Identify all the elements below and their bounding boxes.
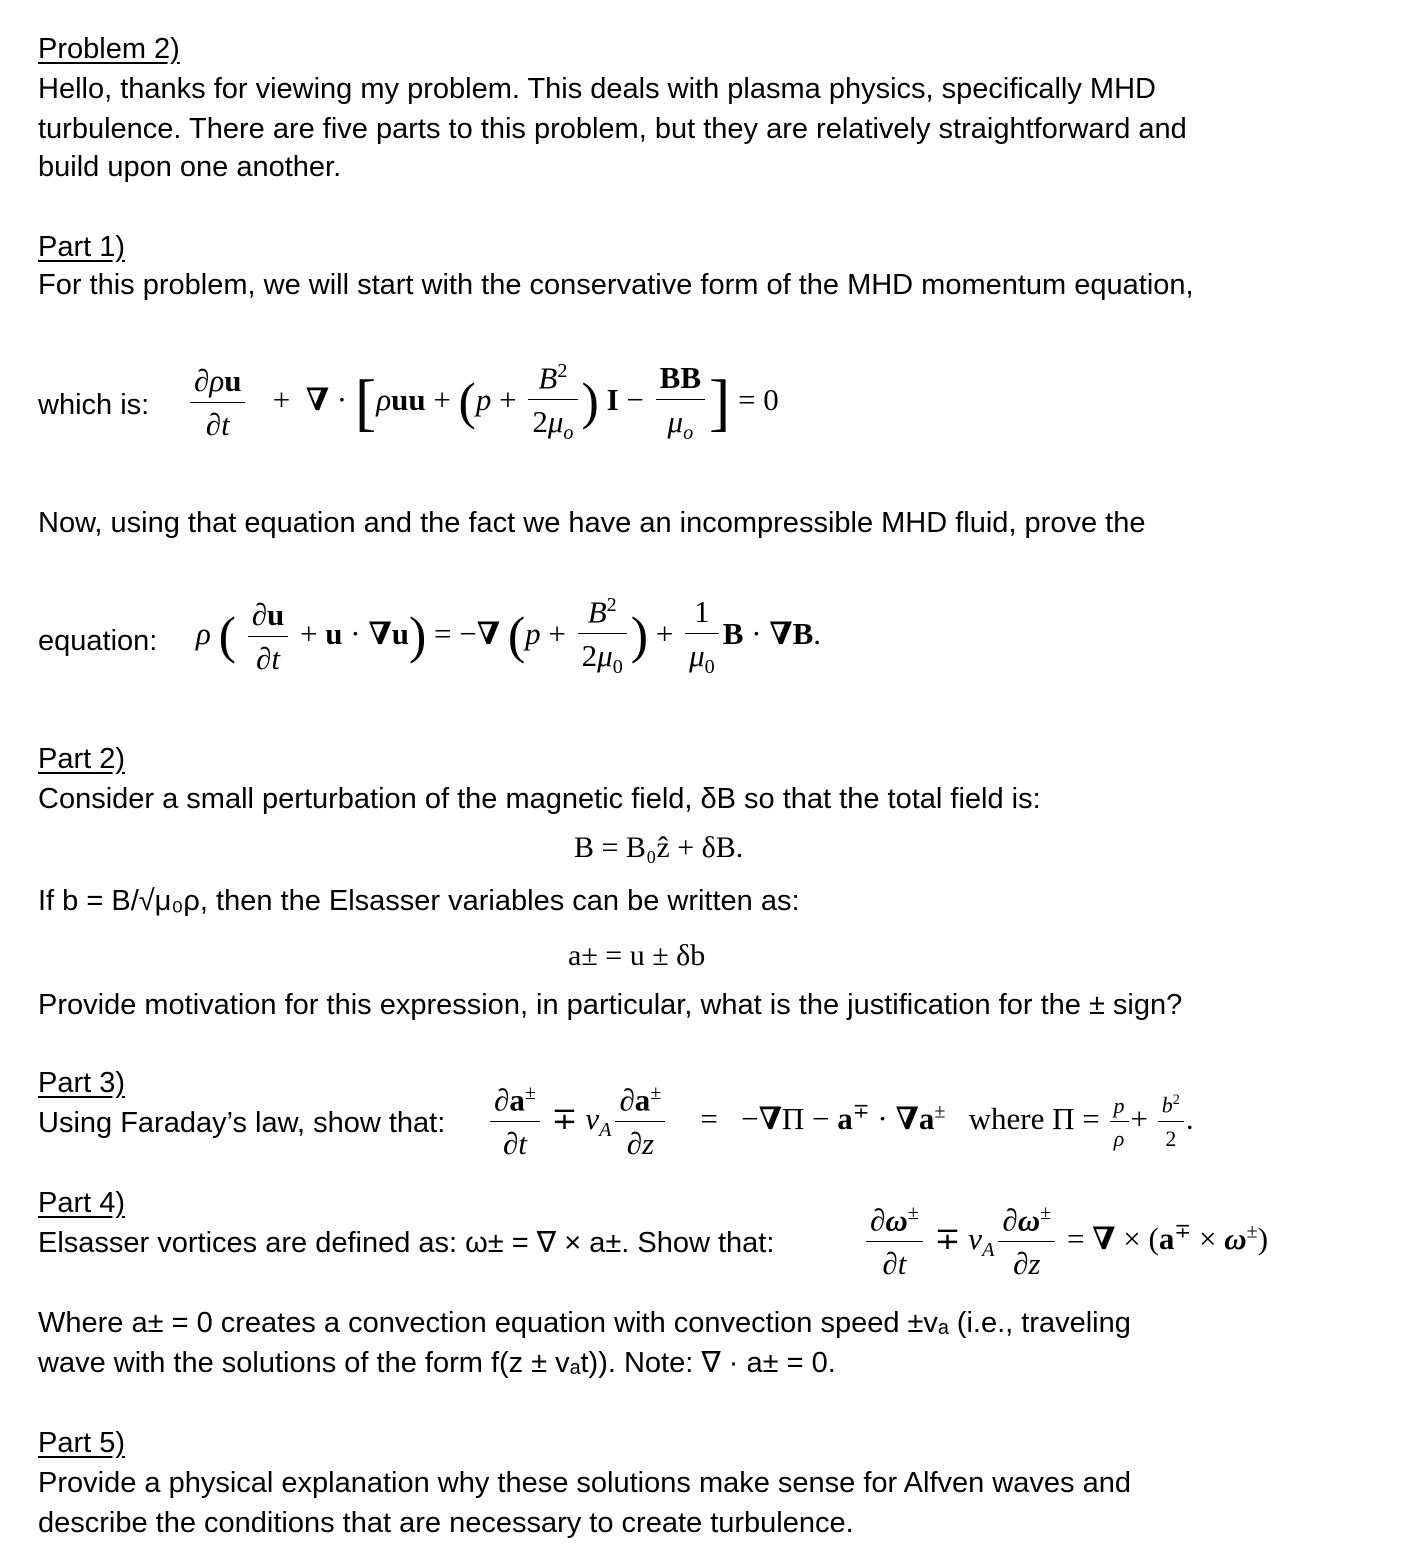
elsasser-variables-equation: a± = u ± δb <box>568 939 706 972</box>
intro-line-1: Hello, thanks for viewing my problem. This deals with plasma physics, specifically MHD <box>38 73 1156 105</box>
total-field-equation: B = B₀ẑ + δB. <box>574 831 744 864</box>
part2-text: Consider a small perturbation of the magnetic field, δB so that the total field is: <box>38 783 1041 815</box>
part5-heading: Part 5) <box>38 1427 126 1459</box>
problem-heading: Problem 2) <box>38 33 180 65</box>
part1-eq-label: which is: <box>38 389 150 421</box>
momentum-equation-incompressible: ρ ( $\frac{\partial u}{\partial t}$ + u · ∇u) = −∇ (p + $\frac{B^2}{2\mu_0}$ ) + $\frac{1}{\mu_0}$ B · ∇B. <box>196 594 822 679</box>
part5-line2: describe the conditions that are necessary to create turbulence. <box>38 1507 854 1539</box>
part3-text: Using Faraday’s law, show that: <box>38 1107 446 1139</box>
part1-text: For this problem, we will start with the conservative form of the MHD momentum equation, <box>38 269 1194 301</box>
part1-heading: Part 1) <box>38 231 126 263</box>
part3-where: where <box>968 1100 1045 1136</box>
momentum-equation-conservative: $\frac{\partial\rho u}{\partial t}$ + ∇ · [ρuu + (p + $\frac{B^2}{2\mu_o}$ ) I − $\frac{BB}{\mu_o}$ ] = 0 <box>186 360 779 445</box>
part4-line3: wave with the solutions of the form f(z ± vₐt)). Note: ∇ · a± = 0. <box>38 1347 836 1379</box>
intro-line-2: turbulence. There are five parts to this problem, but they are relatively straightforward and <box>38 113 1187 145</box>
intro-line-3: build upon one another. <box>38 151 342 183</box>
vortex-evolution-equation: $\frac{\partial\omega^\pm}{\partial t}$ ∓ $v_A$ $\frac{\partial\omega^\pm}{\partial z}$ = ∇ × (a∓ × ω±) <box>862 1202 1268 1282</box>
part2-heading: Part 2) <box>38 743 126 775</box>
elsasser-evolution-equation: $\frac{\partial a^\pm}{\partial t}$ ∓ $v_A$ $\frac{\partial a^\pm}{\partial z}$ = −∇Π − a∓ · ∇a± where Π = $\frac{p}{\rho}$ + $\frac{b^2}{2}$ . <box>486 1082 1194 1162</box>
part5-line1: Provide a physical explanation why these solutions make sense for Alfven waves and <box>38 1467 1131 1499</box>
part3-heading: Part 3) <box>38 1067 126 1099</box>
part4-heading: Part 4) <box>38 1187 126 1219</box>
part1-text2: Now, using that equation and the fact we have an incompressible MHD fluid, prove the <box>38 507 1146 539</box>
part4-line2: Where a± = 0 creates a convection equation with convection speed ±vₐ (i.e., traveling <box>38 1307 1131 1339</box>
part1-eq2-label: equation: <box>38 625 158 657</box>
part2-question: Provide motivation for this expression, in particular, what is the justification for the ± sign? <box>38 989 1183 1021</box>
part4-text: Elsasser vortices are defined as: ω± = ∇ × a±. Show that: <box>38 1227 775 1259</box>
part2-if-text: If b = B/√μ₀ρ, then the Elsasser variables can be written as: <box>38 885 800 917</box>
